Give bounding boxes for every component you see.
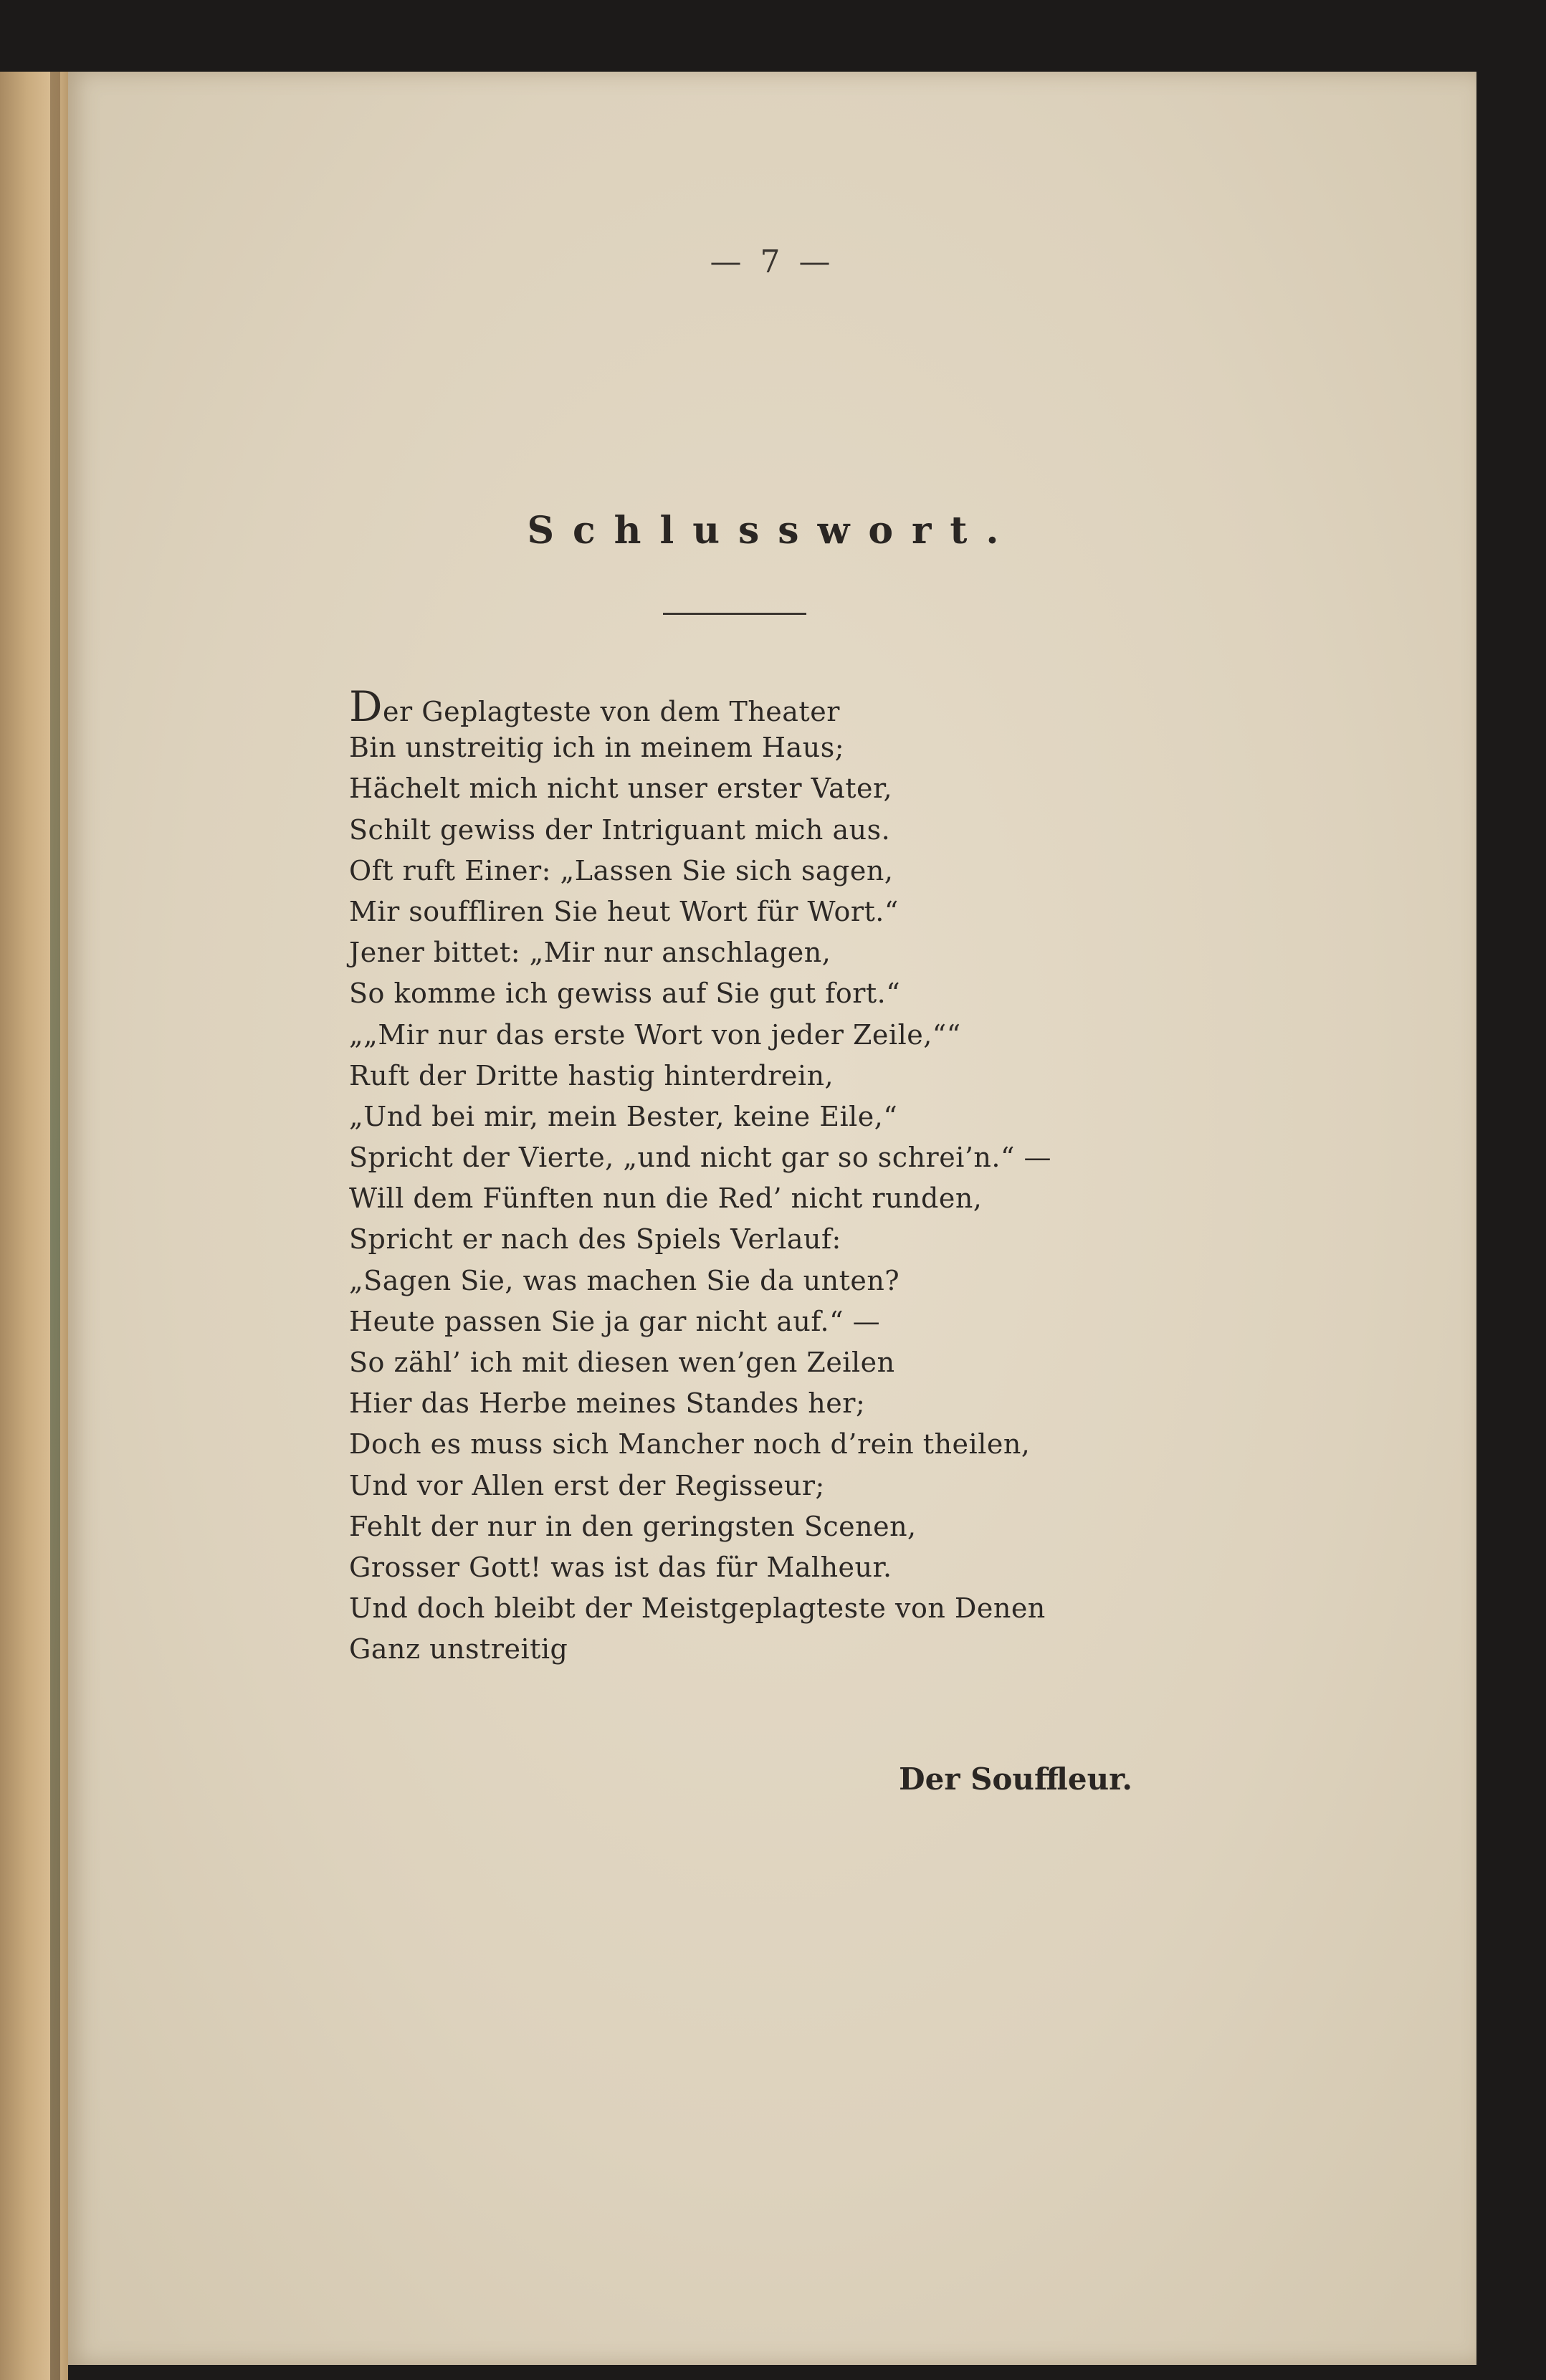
title-divider <box>663 613 806 615</box>
poem-line: Der Geplagteste von dem Theater <box>349 682 840 731</box>
adjacent-page-edge <box>0 72 68 2380</box>
poem-line: Und vor Allen erst der Regisseur; <box>349 1469 825 1501</box>
poem <box>349 682 1281 1671</box>
poem-line: Heute passen Sie ja gar nicht auf.“ — <box>349 1305 881 1337</box>
poem-line: Ruft der Dritte hastig hinterdrein, <box>349 1059 834 1091</box>
poem-line: So zähl’ ich mit diesen wen’gen Zeilen <box>349 1347 895 1378</box>
poem-line: Hier das Herbe meines Standes her; <box>349 1387 866 1420</box>
poem-line: Grosser Gott! was ist das für Malheur. <box>349 1551 892 1583</box>
book-page <box>68 72 1476 2365</box>
poem-line: Schilt gewiss der Intriguant mich aus. <box>349 813 891 846</box>
poem-line: „„Mir nur das erste Wort von jeder Zeile,““ <box>349 1018 961 1051</box>
poem-line: „Sagen Sie, was machen Sie da unten? <box>349 1264 900 1296</box>
poem-line: Spricht er nach des Spiels Verlauf: <box>349 1223 841 1256</box>
poem-line: „Und bei mir, mein Bester, keine Eile,“ <box>349 1100 898 1132</box>
poem-line: So komme ich gewiss auf Sie gut fort.“ <box>349 978 901 1010</box>
page-number: — 7 — <box>710 244 835 280</box>
signature: Der Souffleur. <box>899 1762 1132 1797</box>
page-title: Schlusswort. <box>527 509 1018 553</box>
poem-line: Spricht der Vierte, „und nicht gar so schrei’n.“ — <box>349 1142 1051 1174</box>
poem-line: Fehlt der nur in den geringsten Scenen, <box>349 1510 917 1542</box>
book-spine-edge <box>50 72 60 2380</box>
poem-line: Oft ruft Einer: „Lassen Sie sich sagen, <box>349 854 894 886</box>
poem-line: Ganz unstreitig <box>349 1633 568 1665</box>
poem-line: Will dem Fünften nun die Red’ nicht runden, <box>349 1182 983 1215</box>
poem-line: Hächelt mich nicht unser erster Vater, <box>349 773 893 805</box>
poem-line: Jener bittet: „Mir nur anschlagen, <box>349 937 831 969</box>
poem-line: Mir souffliren Sie heut Wort für Wort.“ <box>349 895 899 927</box>
poem-line: Bin unstreitig ich in meinem Haus; <box>349 732 844 764</box>
poem-line: Und doch bleibt der Meistgeplagteste von Denen <box>349 1592 1046 1625</box>
poem-line: Doch es muss sich Mancher noch d’rein theilen, <box>349 1428 1031 1461</box>
